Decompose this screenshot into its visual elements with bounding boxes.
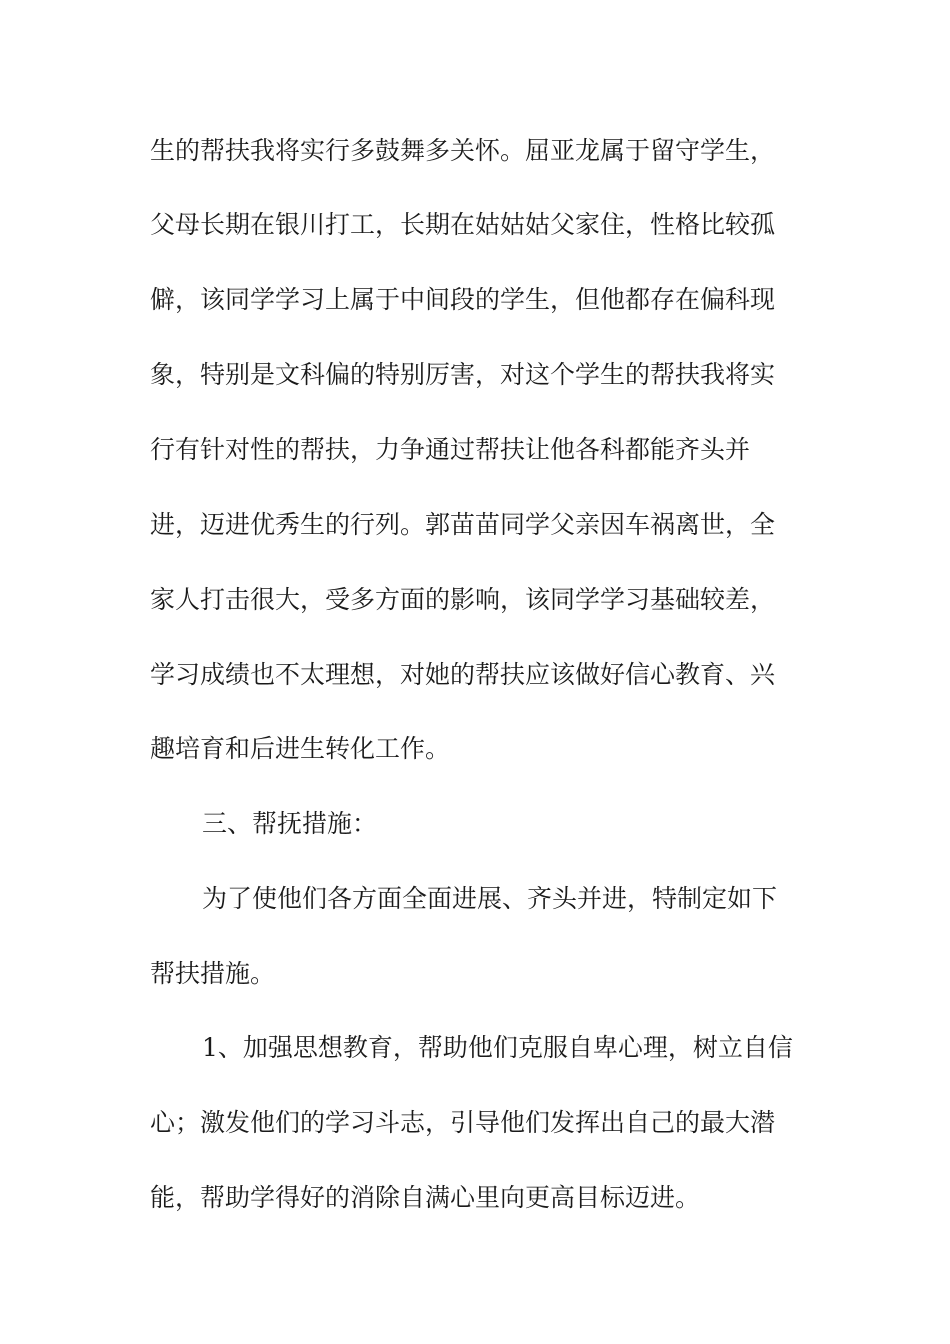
paragraph-line: 父母长期在银川打工，长期在姑姑姑父家住，性格比较孤 (150, 210, 776, 239)
paragraph-line: 行有针对性的帮扶，力争通过帮扶让他各科都能齐头并 (150, 435, 751, 464)
paragraph-line: 1、加强思想教育，帮助他们克服自卑心理，树立自信 (202, 1033, 793, 1062)
paragraph-line: 趣培育和后进生转化工作。 (150, 734, 451, 763)
paragraph-line: 为了使他们各方面全面进展、齐头并进，特制定如下 (202, 884, 778, 913)
paragraph-line: 进，迈进优秀生的行列。郭苗苗同学父亲因车祸离世，全 (150, 510, 776, 539)
paragraph-line: 帮扶措施。 (150, 959, 276, 988)
paragraph-line: 生的帮扶我将实行多鼓舞多关怀。屈亚龙属于留守学生， (150, 136, 776, 165)
paragraph-line: 心；激发他们的学习斗志，引导他们发挥出自己的最大潜 (150, 1108, 776, 1137)
paragraph-line: 僻，该同学学习上属于中间段的学生，但他都存在偏科现 (150, 285, 776, 314)
paragraph-line: 学习成绩也不太理想，对她的帮扶应该做好信心教育、兴 (150, 660, 776, 689)
paragraph-line: 家人打击很大，受多方面的影响，该同学学习基础较差， (150, 585, 776, 614)
paragraph-line: 能，帮助学得好的消除自满心里向更高目标迈进。 (150, 1183, 701, 1212)
paragraph-line: 象，特别是文科偏的特别厉害，对这个学生的帮扶我将实 (150, 360, 776, 389)
section-heading: 三、帮抚措施： (202, 809, 378, 838)
